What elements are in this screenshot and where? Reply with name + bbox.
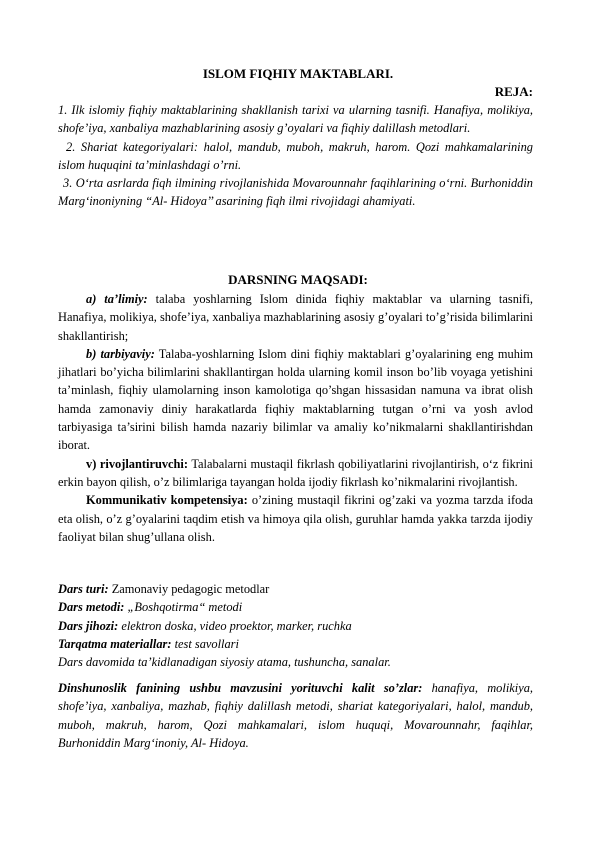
lesson-handouts-label: Tarqatma materiallar: — [58, 636, 172, 651]
lesson-meta — [58, 580, 533, 671]
goals-heading: DARSNING MAQSADI: — [228, 272, 368, 287]
lesson-handouts — [58, 635, 533, 653]
keywords-label: Dinshunoslik fanining ushbu mavzusini yorituvchi kalit so’zlar: — [58, 681, 423, 695]
lesson-equipment — [58, 617, 533, 635]
goal-text: o’zining mustaqil fikrini og’zaki va yozma tarzda ifoda eta olish, o’z g’oyalarini taqdim etish va himoya qila olish, guruhlar hamda yakka tarzda ijodiy faoliyat bilan shug’ullana olish. — [58, 493, 533, 544]
goal-label: v) rivojlantiruvchi: — [86, 456, 188, 471]
plan-heading: REJA: — [494, 84, 533, 99]
lesson-method-value: „Boshqotirma“ metodi — [124, 600, 243, 615]
goal-communicative — [58, 491, 533, 546]
plan-item-1: 1. Ilk islomiy fiqhiy maktablarining shakllanish tarixi va ularning tasnifi. Hanafiya, molikiya, shofe’iya, xanbaliya mazhablarining asosiy g’oyalari va fiqhiy dalillash metodlari. — [58, 103, 533, 136]
goal-upbringing — [58, 345, 533, 455]
goals-section — [58, 290, 533, 546]
lesson-equipment-label: Dars jihozi: — [58, 618, 119, 633]
lesson-terms: Dars davomida ta’kidlanadigan siyosiy atama, tushuncha, sanalar. — [58, 655, 391, 670]
lesson-type-value: Zamonaviy pedagogic metodlar — [108, 582, 270, 596]
lesson-method-label: Dars metodi: — [58, 600, 125, 615]
goal-text: Talabalarni mustaqil fikrlash qobiliyatlarini rivojlantirish, o‘z fikrini erkin bayon qilish, o’z bilimlariga tayangan holda ijodiy fikrlash ko’nikmalarini rivojlantish. — [58, 456, 533, 489]
document-title: ISLOM FIQHIY MAKTABLARI. — [202, 66, 394, 81]
lesson-type — [58, 580, 533, 598]
keywords-text: hanafiya, molikiya, shofe’iya, xanbaliya, mazhab, fiqhiy dalillash metodi, shariat kategoriyalari, halol, mandub, muboh, makruh, harom, Qozi mahkamalari, islom huquqi, Movarounnahr, faqihlar, Burhoniddin Marg‘inoniy, Al- Hidoya. — [58, 681, 533, 750]
plan-item-2: 2. Shariat kategoriyalari: halol, mandub, muboh, makruh, harom. Qozi mahkamalarining islom huquqini ta’minlashdagi o’rni. — [58, 139, 533, 172]
plan-item-3: 3. O‘rta asrlarda fiqh ilmining rivojlanishida Movarounnahr faqihlarining o‘rni. Burhoniddin Marg‘inoniyning “Al- Hidoya’’ asarining fiqh ilmi rivojidagi ahamiyati. — [58, 176, 533, 209]
keywords-paragraph — [58, 679, 533, 752]
goal-text: talaba yoshlarning Islom dinida fiqhiy maktablar va ularning tasnifi, Hanafiya, molikiya, shofe’iya, xanbaliya mazhablarining asosiy g’oyalari to’g’risida bilimlarini shakllantirish; — [58, 292, 533, 343]
goal-text: Talaba-yoshlarning Islom dini fiqhiy maktablari g’oyalarining eng muhim jihatlari bo’yicha bilimlarini shakllantirgan holda ularning komil inson bo’lib voyaga yetishini ta’minlash, fiqhiy ulamolarning inson kamolotiga qo’shgan hissasidan namuna va ibrat olish hamda zamonaviy diniy harakatlarda fiqhiy maktablarning tutgan o’rni va yosh avlod tarbiyasiga ta’sirini bilish hamda nazariy bilimlar va amaliy ko’nikmalarni shakllantirishdan iborat. — [58, 346, 534, 453]
plan-list — [58, 101, 533, 211]
lesson-equipment-value: elektron doska, video proektor, marker, ruchka — [118, 618, 352, 633]
goal-label: a) ta’limiy: — [86, 292, 148, 306]
lesson-handouts-value: test savollari — [171, 636, 239, 651]
goal-educational — [58, 290, 533, 345]
goal-label: Kommunikativ kompetensiya: — [86, 493, 248, 508]
goal-developmental — [58, 455, 533, 492]
lesson-type-label: Dars turi: — [58, 582, 109, 596]
lesson-method — [58, 598, 533, 616]
goal-label: b) tarbiyaviy: — [86, 346, 155, 361]
